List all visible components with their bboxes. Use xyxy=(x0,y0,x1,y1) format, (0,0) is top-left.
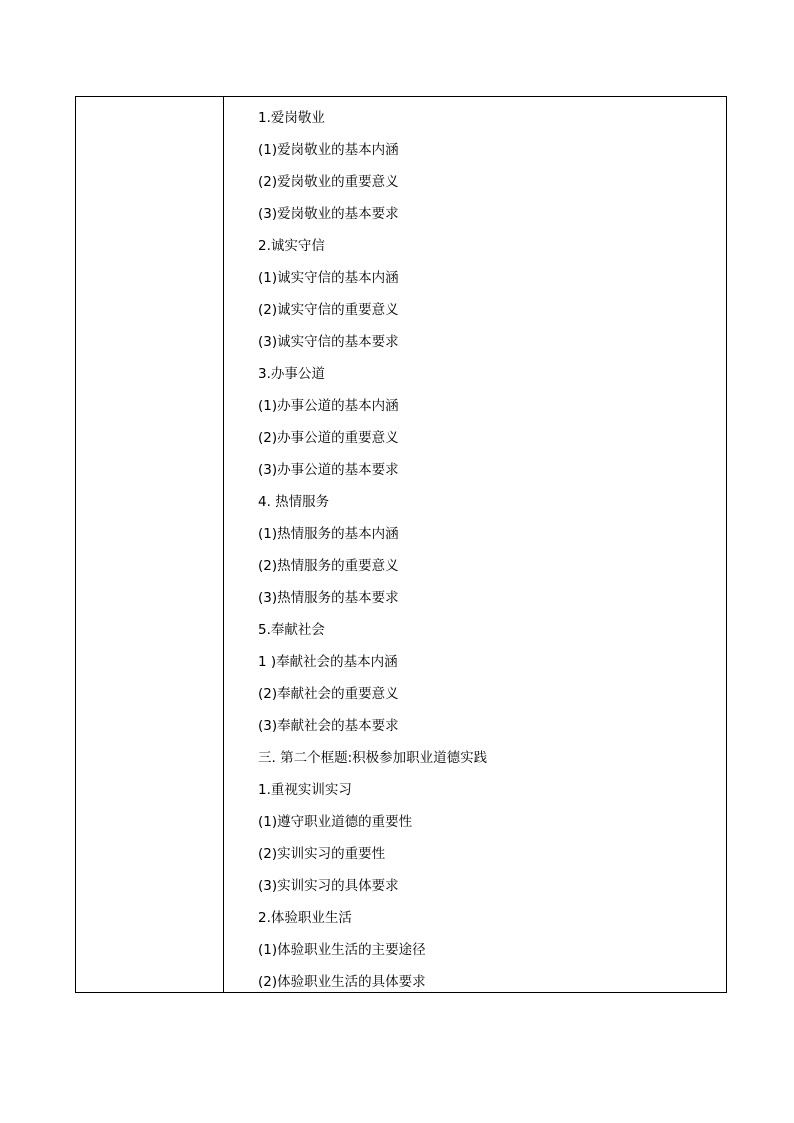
outline-line: 3.办事公道 xyxy=(258,366,325,382)
outline-line: (1)体验职业生活的主要途径 xyxy=(258,942,426,958)
outline-line: (1)遵守职业道德的重要性 xyxy=(258,814,413,830)
outline-line: 1.重视实训实习 xyxy=(258,782,352,798)
outline-line: (2)奉献社会的重要意义 xyxy=(258,686,399,702)
outline-line: 三. 第二个框题:积极参加职业道德实践 xyxy=(258,750,488,766)
outline-line: 5.奉献社会 xyxy=(258,622,325,638)
outline-line: (1)诚实守信的基本内涵 xyxy=(258,270,399,286)
outline-line: (2)爱岗敬业的重要意义 xyxy=(258,174,399,190)
outline-line: 4. 热情服务 xyxy=(258,494,330,510)
outline-line: (3)实训实习的具体要求 xyxy=(258,878,399,894)
outline-line: (2)诚实守信的重要意义 xyxy=(258,302,399,318)
column-divider xyxy=(223,97,224,992)
outline-line: (2)实训实习的重要性 xyxy=(258,846,386,862)
outline-line: (3)办事公道的基本要求 xyxy=(258,462,399,478)
outline-line: (1)办事公道的基本内涵 xyxy=(258,398,399,414)
outline-line: (1)爱岗敬业的基本内涵 xyxy=(258,142,399,158)
outline-line: (3)奉献社会的基本要求 xyxy=(258,718,399,734)
outline-line: 2.体验职业生活 xyxy=(258,910,352,926)
outline-line: (1)热情服务的基本内涵 xyxy=(258,526,399,542)
outline-line: 1 )奉献社会的基本内涵 xyxy=(258,654,398,670)
outline-line: (3)热情服务的基本要求 xyxy=(258,590,399,606)
outline-line: (3)诚实守信的基本要求 xyxy=(258,334,399,350)
outline-line: (2)体验职业生活的具体要求 xyxy=(258,974,426,990)
outline-line: (2)办事公道的重要意义 xyxy=(258,430,399,446)
outline-line: 1.爱岗敬业 xyxy=(258,110,325,126)
content-table xyxy=(75,96,727,993)
outline-line: (2)热情服务的重要意义 xyxy=(258,558,399,574)
outline-line: (3)爱岗敬业的基本要求 xyxy=(258,206,399,222)
outline-line: 2.诚实守信 xyxy=(258,238,325,254)
